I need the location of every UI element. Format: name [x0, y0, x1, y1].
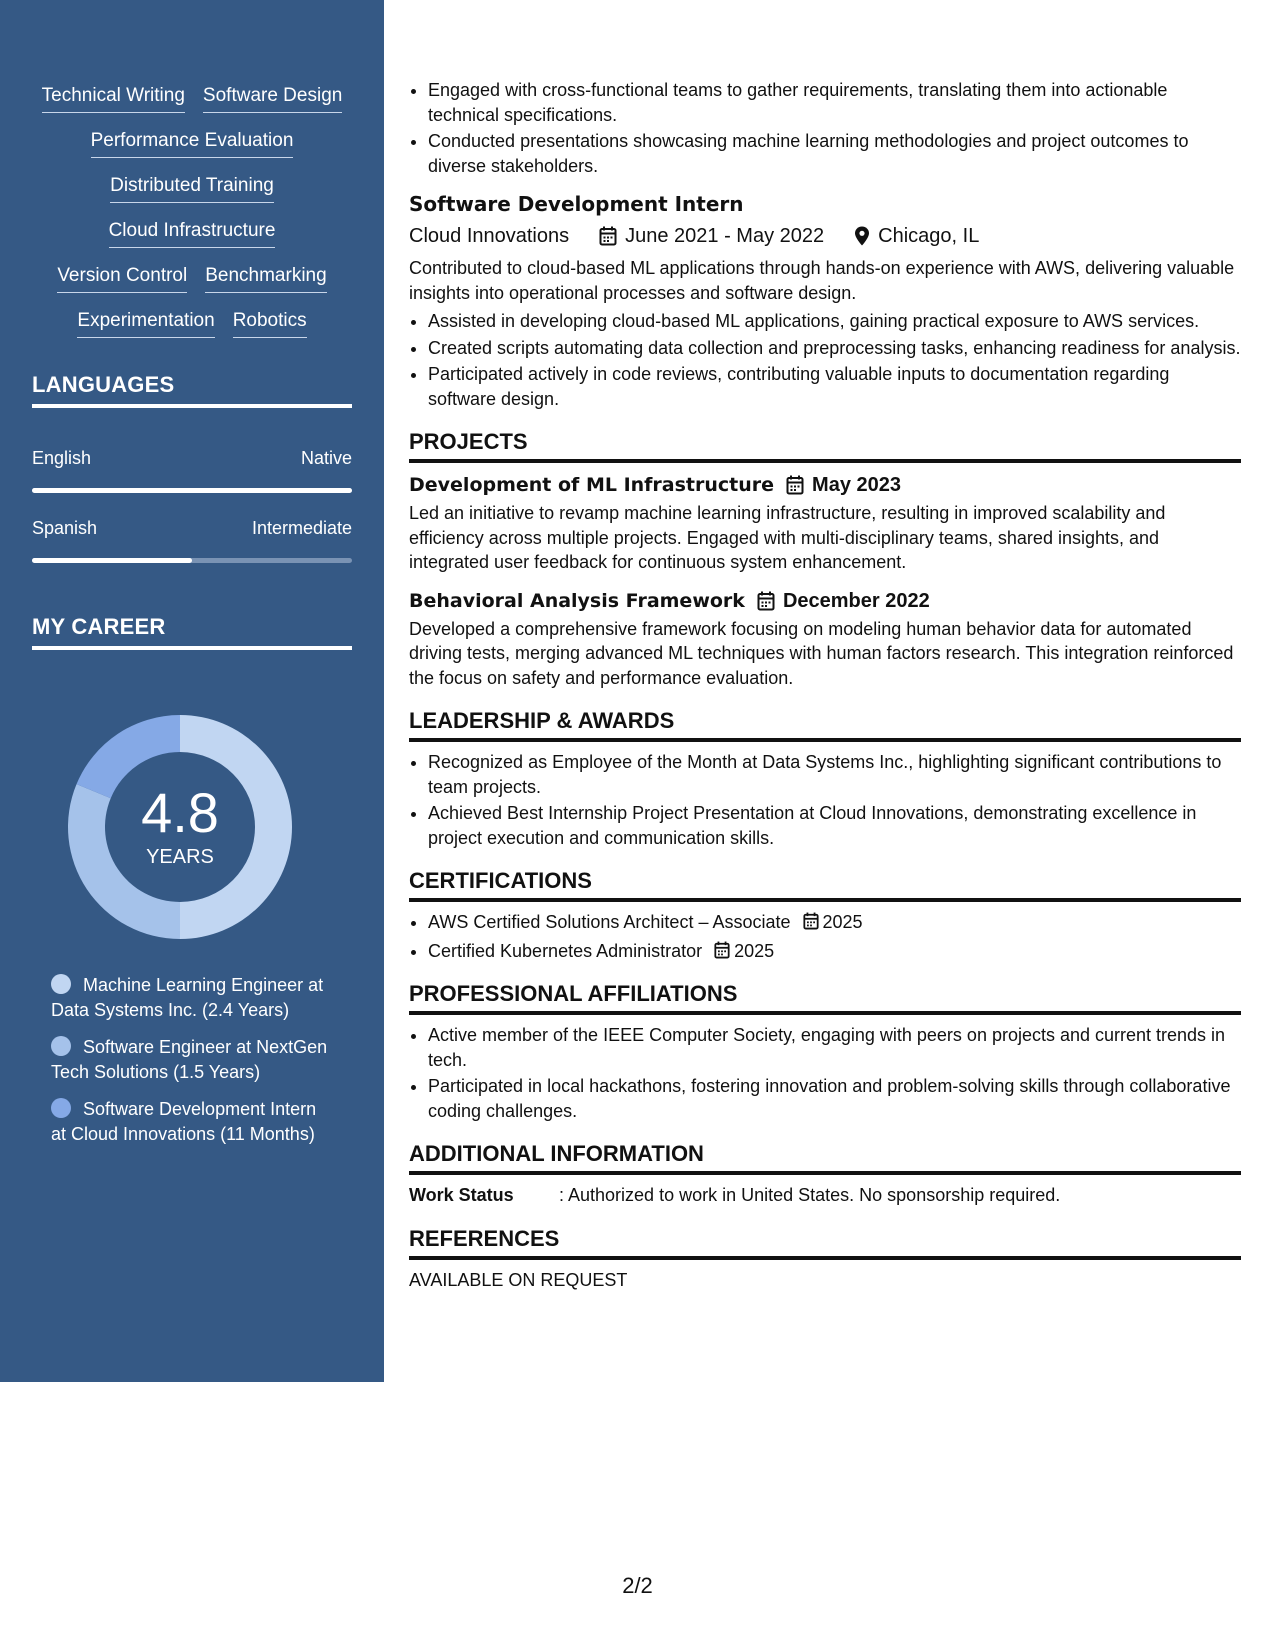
career-item [51, 1035, 331, 1085]
leadership-list [409, 750, 1241, 850]
languages-heading: LANGUAGES [32, 372, 352, 408]
bullet-item: • Participated actively in code reviews, contributing valuable inputs to documentation regarding software design. [428, 362, 1241, 411]
skill-tag: Software Design [203, 84, 342, 113]
affiliations-list [409, 1023, 1241, 1123]
location-pin-icon [854, 226, 870, 246]
skill-tag: Robotics [233, 309, 307, 338]
job-company: Cloud Innovations [409, 225, 570, 247]
career-list [51, 973, 331, 1159]
language-item [32, 518, 352, 563]
additional-info-heading: ADDITIONAL INFORMATION [409, 1139, 1241, 1175]
language-bar [32, 558, 352, 563]
job-dates: June 2021 - May 2022 [625, 225, 825, 247]
calendar-icon [714, 941, 730, 959]
bullet-item: • Created scripts automating data collection and preprocessing tasks, enhancing readiness for analysis. [428, 336, 1241, 361]
calendar-icon [757, 591, 775, 611]
career-dot-icon [51, 1036, 71, 1056]
certifications-list [409, 910, 1241, 963]
leadership-heading: LEADERSHIP & AWARDS [409, 706, 1241, 742]
skill-tag: Benchmarking [205, 264, 326, 293]
certification-year: 2025 [734, 940, 775, 961]
work-status-row [409, 1183, 1241, 1208]
language-name: Spanish [32, 518, 98, 538]
skill-row [0, 264, 384, 309]
project-description: Led an initiative to revamp machine learning infrastructure, resulting in improved scalability and efficiency across multiple projects. Engaged with multi-disciplinary teams, shared insights, and integrated user feedback for continuous system enhancement. [409, 503, 1166, 572]
language-bar-fill [32, 488, 352, 493]
career-item-text: Software Engineer at NextGen Tech Solutions (1.5 Years) [51, 1037, 328, 1082]
main-content [409, 78, 1241, 1292]
project-date: May 2023 [812, 474, 902, 496]
skill-tag: Performance Evaluation [91, 129, 294, 158]
language-bar-fill [32, 558, 192, 563]
skill-tag: Technical Writing [42, 84, 185, 113]
skill-row [0, 174, 384, 219]
page-number: 2/2 [622, 1573, 653, 1598]
bullet-item: • Active member of the IEEE Computer Society, engaging with peers on projects and current trends in tech. [428, 1023, 1241, 1072]
language-level: Intermediate [251, 518, 352, 538]
work-status-label: Work Status [409, 1185, 514, 1205]
career-dot-icon [51, 1098, 71, 1118]
certification-item [428, 939, 1241, 964]
career-total-unit: YEARS [146, 846, 214, 868]
calendar-icon [786, 475, 804, 495]
skill-row [0, 309, 384, 354]
project-title: Behavioral Analysis Framework [409, 589, 745, 612]
project-header [409, 471, 1241, 499]
bullet-item: • Conducted presentations showcasing machine learning methodologies and project outcomes to diverse stakeholders. [428, 129, 1241, 178]
work-status-value: : Authorized to work in United States. No sponsorship required. [559, 1185, 1061, 1205]
skill-row [0, 129, 384, 174]
bullet-item: • Participated in local hackathons, fostering innovation and problem-solving skills through collaborative coding challenges. [428, 1074, 1241, 1123]
projects-heading: PROJECTS [409, 427, 1241, 463]
job-meta [409, 222, 1241, 250]
job-location: Chicago, IL [878, 225, 980, 247]
certification-year: 2025 [822, 912, 863, 932]
bullet-item: • Assisted in developing cloud-based ML applications, gaining practical exposure to AWS services. [428, 309, 1241, 334]
project-header [409, 587, 1241, 615]
language-name: English [32, 448, 92, 468]
project-date: December 2022 [782, 589, 930, 612]
affiliations-heading: PROFESSIONAL AFFILIATIONS [409, 979, 1241, 1015]
skill-tag: Version Control [57, 264, 187, 293]
skill-tag: Distributed Training [110, 174, 274, 203]
bullet-item: • Engaged with cross-functional teams to gather requirements, translating them into actionable technical specifications. [428, 78, 1241, 127]
sidebar [0, 0, 384, 1382]
bullet-item: • Recognized as Employee of the Month at Data Systems Inc., highlighting significant contributions to team projects. [428, 750, 1241, 799]
job-title: Software Development Intern [409, 192, 744, 216]
skill-tag: Experimentation [77, 309, 214, 338]
career-item [51, 973, 331, 1023]
skill-row [0, 84, 384, 129]
certification-item [428, 910, 1241, 935]
career-item-text: Machine Learning Engineer at Data Systems Inc. (2.4 Years) [51, 975, 324, 1020]
certification-name: Certified Kubernetes Administrator [428, 940, 703, 961]
experience-bullets [409, 78, 1241, 178]
calendar-icon [803, 912, 819, 930]
career-dot-icon [51, 974, 71, 994]
skill-row [0, 219, 384, 264]
language-bar [32, 488, 352, 493]
project-description: Developed a comprehensive framework focusing on modeling human behavior data for automated driving tests, merging advanced ML techniques with human factors research. This integration reinforced the focus on safety and performance evaluation. [409, 618, 1234, 688]
skill-tag: Cloud Infrastructure [109, 219, 276, 248]
references-text: AVAILABLE ON REQUEST [409, 1269, 628, 1290]
references-heading: REFERENCES [409, 1224, 1241, 1260]
career-total-years: 4.8 [141, 781, 219, 844]
project-title: Development of ML Infrastructure [409, 474, 775, 496]
certification-name: AWS Certified Solutions Architect – Associate [428, 912, 791, 932]
career-item-text: Software Development Intern at Cloud Innovations (11 Months) [51, 1099, 317, 1144]
job-summary: Contributed to cloud-based ML applications through hands-on experience with AWS, delivering valuable insights into operational processes and software design. [409, 258, 1235, 303]
bullet-item: • Achieved Best Internship Project Presentation at Cloud Innovations, demonstrating excellence in project execution and communication skills. [428, 801, 1241, 850]
career-item [51, 1097, 331, 1147]
language-level: Native [300, 448, 352, 468]
certifications-heading: CERTIFICATIONS [409, 866, 1241, 902]
skills-list [0, 84, 384, 354]
calendar-icon [599, 226, 617, 246]
career-heading: MY CAREER [32, 614, 352, 650]
job-bullets [409, 309, 1241, 411]
language-item [32, 448, 352, 493]
